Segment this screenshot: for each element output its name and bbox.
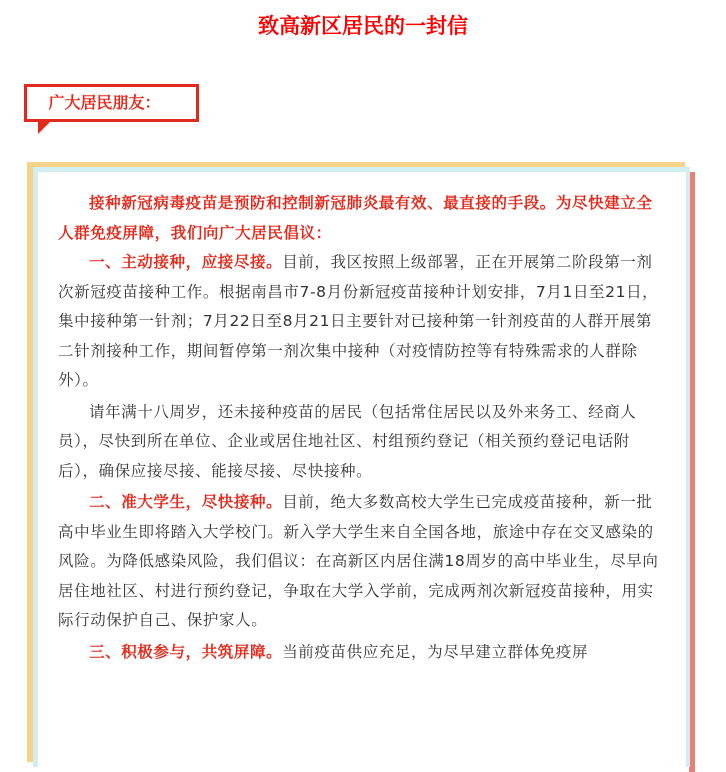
section-3-body: 当前疫苗供应充足，为尽早建立群体免疫屏 [282,642,589,661]
page-title: 致高新区居民的一封信 [258,14,468,38]
letter-body [58,189,664,667]
section-2-paragraph [58,488,664,636]
intro-paragraph: 接种新冠病毒疫苗是预防和控制新冠肺炎最有效、最直接的手段。为尽快建立全人群免疫屏障，我们向广大居民倡议： [58,194,653,242]
section-2-body: 目前，绝大多数高校大学生已完成疫苗接种，新一批高中毕业生即将踏入大学校门。新入学大学生来自全国各地，旅途中存在交叉感染的风险。为降低感染风险，我们倡议：在高新区内居住满18周岁的高中毕业生，尽早向居住地社区、村进行预约登记，争取在大学入学前，完成两剂次新冠疫苗接种，用实际行动保护自己、保护家人。 [58,493,659,629]
section-1-body: 目前，我区按照上级部署，正在开展第二阶段第一剂次新冠疫苗接种工作。根据南昌市7-8月份新冠疫苗接种计划安排，7月1日至21日，集中接种第一针剂；7月22日至8月21日主要针对已接种第一针剂疫苗的人群开展第二针剂接种工作，期间暂停第一剂次集中接种（对疫情防控等有特殊需求的人群除外）。 [58,253,659,389]
greeting-label: 广大居民朋友： [48,93,161,112]
section-3-paragraph [58,638,664,668]
section-1-followup-body: 请年满十八周岁，还未接种疫苗的居民（包括常住居民以及外来务工、经商人员），尽快到所在单位、企业或居住地社区、村组预约登记（相关预约登记电话附后），确保应接尽接、能接尽接、尽快接种。 [58,402,637,480]
section-2-heading: 二、准大学生，尽快接种。 [89,493,283,511]
section-3-heading: 三、积极参与，共筑屏障。 [89,642,283,661]
greeting-box [24,84,199,122]
section-1-paragraph [58,248,664,396]
section-1-heading: 一、主动接种，应接尽接。 [89,253,283,271]
section-1-followup-paragraph [58,398,664,487]
speech-tail-icon [38,122,50,134]
